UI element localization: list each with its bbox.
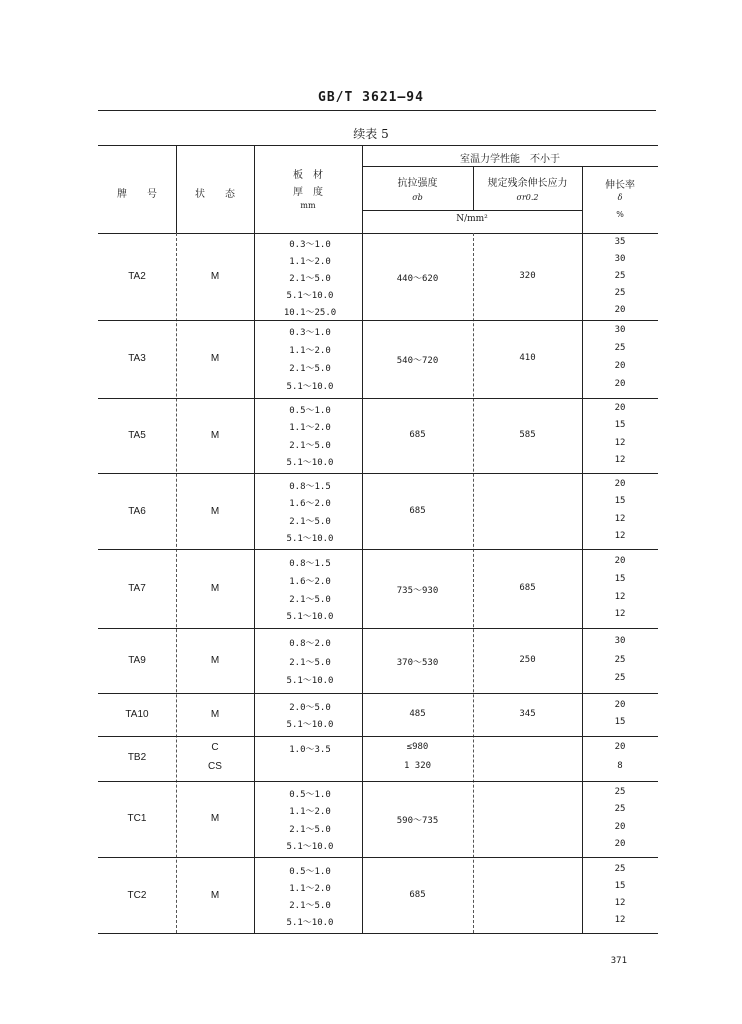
yield-cell: 685	[519, 583, 536, 593]
thickness-cell: 1.6～2.0	[289, 577, 331, 587]
col-header-yield-symbol: σr0.2	[516, 193, 539, 202]
thickness-cell: 5.1～10.0	[286, 918, 334, 928]
state-cell: M	[210, 430, 220, 441]
table-top-rule	[98, 145, 658, 146]
grade-cell: TA9	[128, 655, 146, 666]
tensile-cell: 540～720	[396, 356, 439, 366]
state-cell: M	[210, 271, 220, 282]
table-bottom-rule	[98, 933, 658, 934]
row-separator	[98, 398, 658, 399]
tensile-cell: 685	[409, 506, 426, 516]
thickness-cell: 5.1～10.0	[286, 458, 334, 468]
thickness-cell: 0.5～1.0	[289, 867, 331, 877]
thickness-cell: 2.1～5.0	[289, 517, 331, 527]
thickness-cell: 0.5～1.0	[289, 790, 331, 800]
tensile-cell: 685	[409, 890, 426, 900]
thickness-cell: 2.1～5.0	[289, 441, 331, 451]
thickness-cell: 2.1～5.0	[289, 658, 331, 668]
thickness-cell: 1.1～2.0	[289, 346, 331, 356]
row-separator	[98, 693, 658, 694]
grade-cell: TA3	[128, 353, 146, 364]
elong-cell: 15	[614, 881, 626, 891]
col-header-thickness-2: 厚 度	[293, 187, 323, 198]
row-separator	[98, 320, 658, 321]
state-cell: C	[211, 742, 219, 753]
header-rule	[98, 110, 656, 111]
thickness-cell: 1.0～3.5	[289, 745, 331, 755]
state-cell: M	[210, 890, 220, 901]
yield-cell: 345	[519, 709, 536, 719]
grade-cell: TB2	[127, 752, 147, 763]
elong-cell: 8	[617, 761, 623, 771]
yield-cell: 320	[519, 271, 536, 281]
col-header-tensile-symbol: σb	[412, 193, 423, 202]
col-header-mech: 室温力学性能 不小于	[460, 154, 560, 165]
grade-cell: TA5	[128, 430, 146, 441]
thickness-cell: 5.1～10.0	[286, 291, 334, 301]
tensile-cell: 440～620	[396, 274, 439, 284]
elong-cell: 30	[614, 254, 626, 264]
grade-cell: TA2	[128, 271, 146, 282]
thickness-cell: 0.5～1.0	[289, 406, 331, 416]
elong-cell: 25	[614, 271, 626, 281]
col-header-elong-symbol: δ	[617, 193, 623, 202]
state-cell: CS	[208, 761, 222, 772]
row-separator	[98, 857, 658, 858]
thickness-cell: 0.8～1.5	[289, 482, 331, 492]
thickness-cell: 5.1～10.0	[286, 720, 334, 730]
tensile-cell: 685	[409, 430, 426, 440]
row-separator	[98, 736, 658, 737]
tensile-cell: 590～735	[396, 816, 439, 826]
grade-cell: TC1	[127, 813, 147, 824]
mech-group-rule	[362, 166, 658, 167]
page-number: 371	[610, 956, 627, 966]
header-bottom-rule	[98, 233, 658, 234]
col-header-tensile: 抗拉强度	[397, 178, 438, 189]
elong-cell: 25	[614, 655, 626, 665]
continued-label: 续表 5	[353, 127, 389, 141]
elong-cell: 15	[614, 574, 626, 584]
elong-cell: 20	[614, 305, 626, 315]
grade-cell: TA7	[128, 583, 146, 594]
elong-cell: 12	[614, 592, 626, 602]
body-divider-state	[254, 233, 255, 933]
col-header-elong: 伸长率	[605, 180, 635, 191]
col-header-grade: 牌 号	[117, 189, 157, 200]
thickness-cell: 0.8～2.0	[289, 639, 331, 649]
thickness-cell: 1.1～2.0	[289, 423, 331, 433]
elong-cell: 20	[614, 479, 626, 489]
thickness-cell: 5.1～10.0	[286, 534, 334, 544]
thickness-cell: 5.1～10.0	[286, 676, 334, 686]
elong-cell: 20	[614, 822, 626, 832]
yield-cell: 410	[519, 353, 536, 363]
state-cell: M	[210, 353, 220, 364]
elong-cell: 15	[614, 717, 626, 727]
elong-cell: 25	[614, 343, 626, 353]
thickness-cell: 2.1～5.0	[289, 825, 331, 835]
elong-cell: 25	[614, 864, 626, 874]
thickness-cell: 5.1～10.0	[286, 382, 334, 392]
thickness-cell: 2.1～5.0	[289, 901, 331, 911]
elong-cell: 12	[614, 514, 626, 524]
elong-cell: 20	[614, 700, 626, 710]
col-header-state: 状 态	[195, 189, 235, 200]
state-cell: M	[210, 655, 220, 666]
thickness-cell: 2.1～5.0	[289, 364, 331, 374]
tensile-cell: 370～530	[396, 658, 439, 668]
state-cell: M	[210, 813, 220, 824]
tensile-cell: 1 320	[403, 761, 432, 771]
row-separator	[98, 473, 658, 474]
elong-cell: 30	[614, 636, 626, 646]
grade-cell: TC2	[127, 890, 147, 901]
yield-cell: 250	[519, 655, 536, 665]
elong-cell: 12	[614, 531, 626, 541]
thickness-cell: 0.3～1.0	[289, 240, 331, 250]
body-divider-yield	[582, 233, 583, 933]
thickness-cell: 0.8～1.5	[289, 559, 331, 569]
elong-cell: 25	[614, 673, 626, 683]
standard-number: GB/T 3621—94	[318, 90, 424, 105]
thickness-cell: 10.1～25.0	[283, 308, 337, 318]
thickness-cell: 2.1～5.0	[289, 595, 331, 605]
elong-cell: 12	[614, 438, 626, 448]
col-header-elong-unit: %	[616, 210, 624, 219]
elong-cell: 20	[614, 361, 626, 371]
row-separator	[98, 549, 658, 550]
elong-cell: 20	[614, 742, 626, 752]
tensile-cell: ≤980	[406, 742, 429, 752]
state-cell: M	[210, 506, 220, 517]
thickness-cell: 2.1～5.0	[289, 274, 331, 284]
elong-cell: 12	[614, 455, 626, 465]
state-cell: M	[210, 583, 220, 594]
elong-cell: 12	[614, 915, 626, 925]
elong-cell: 20	[614, 403, 626, 413]
thickness-cell: 1.1～2.0	[289, 257, 331, 267]
elong-cell: 35	[614, 237, 626, 247]
col-header-thickness-1: 板 材	[293, 170, 323, 181]
elong-cell: 12	[614, 609, 626, 619]
grade-cell: TA10	[125, 709, 149, 720]
tensile-cell: 735～930	[396, 586, 439, 596]
state-cell: M	[210, 709, 220, 720]
thickness-cell: 0.3～1.0	[289, 328, 331, 338]
elong-cell: 30	[614, 325, 626, 335]
elong-cell: 12	[614, 898, 626, 908]
elong-cell: 20	[614, 839, 626, 849]
thickness-cell: 5.1～10.0	[286, 612, 334, 622]
thickness-cell: 2.0～5.0	[289, 703, 331, 713]
yield-cell: 585	[519, 430, 536, 440]
row-separator	[98, 781, 658, 782]
tensile-cell: 485	[409, 709, 426, 719]
elong-cell: 25	[614, 288, 626, 298]
elong-cell: 20	[614, 556, 626, 566]
elong-cell: 20	[614, 379, 626, 389]
thickness-cell: 1.1～2.0	[289, 807, 331, 817]
col-header-stress-unit: N/mm²	[456, 214, 488, 224]
elong-cell: 15	[614, 496, 626, 506]
row-separator	[98, 628, 658, 629]
thickness-cell: 1.1～2.0	[289, 884, 331, 894]
elong-cell: 15	[614, 420, 626, 430]
col-header-yield: 规定残余伸长应力	[487, 178, 568, 189]
grade-cell: TA6	[128, 506, 146, 517]
col-header-thickness-unit: mm	[300, 201, 316, 210]
thickness-cell: 1.6～2.0	[289, 499, 331, 509]
unit-rule	[362, 210, 582, 211]
thickness-cell: 5.1～10.0	[286, 842, 334, 852]
elong-cell: 25	[614, 804, 626, 814]
elong-cell: 25	[614, 787, 626, 797]
